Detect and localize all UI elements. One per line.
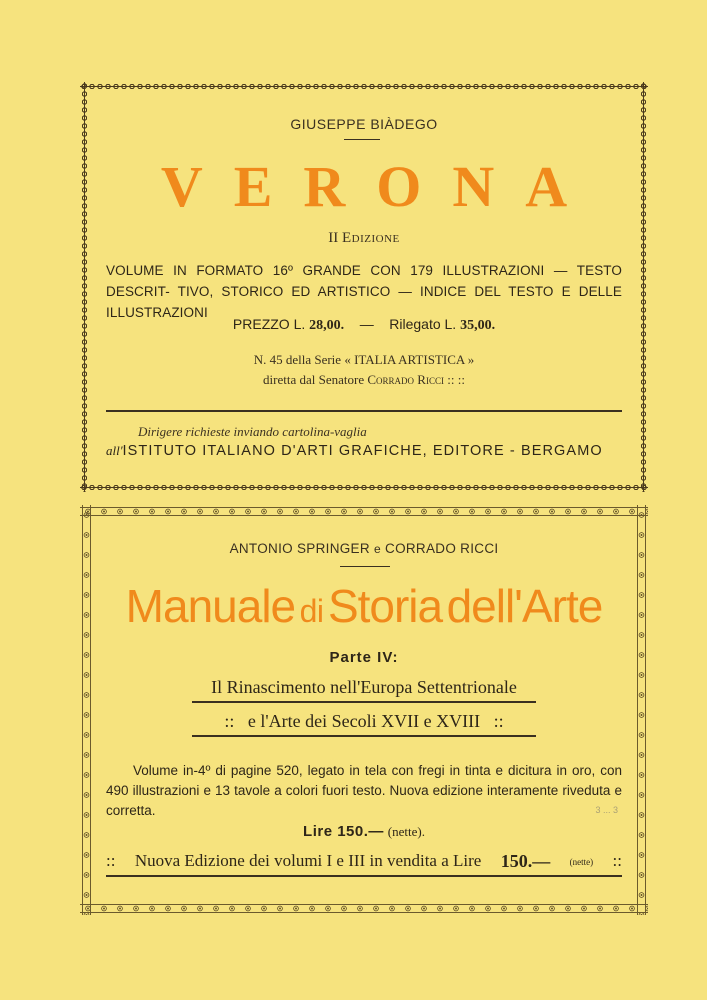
description-text: Volume in-4º di pagine 520, legato in tela con fregi in tinta e dicitura in oro, con 490 illustrazioni e 13 tavole a colori fuori testo. Nuova edizione interamente riveduta e corretta. [106, 763, 622, 818]
rail-border-right [637, 505, 646, 915]
rail-border-bottom [80, 904, 648, 913]
subtitle-underline-1 [192, 701, 536, 703]
price-note: (nette). [387, 824, 425, 839]
verona-advertisement [80, 82, 648, 492]
authors [80, 541, 648, 556]
new-edition-note: (nette) [569, 856, 594, 867]
publisher-name: ISTITUTO ITALIANO D'ARTI GRAFICHE, EDITORE - BERGAMO [122, 443, 603, 459]
subtitle-underline-2 [192, 735, 536, 737]
series-editor-prefix: diretta dal Senatore [263, 372, 368, 387]
book-title [80, 580, 648, 632]
series-info [80, 350, 648, 390]
subtitle-line-1: Il Rinascimento nell'Europa Settentrionale [211, 677, 517, 697]
price-line [80, 823, 648, 840]
edition-word: Edizione [341, 230, 400, 246]
title-word-storia: Storia [327, 580, 443, 632]
price-separator: — [359, 316, 374, 332]
part-label: Parte IV: [329, 649, 399, 666]
new-edition-tail: :: [612, 851, 622, 870]
title-word-di: di [299, 593, 324, 629]
subtitle-line-2: :: e l'Arte dei Secoli XVII e XVIII :: [224, 711, 504, 731]
title-word-dellarte: dell'Arte [446, 580, 603, 632]
divider-long [106, 410, 622, 412]
series-line: N. 45 della Serie « ITALIA ARTISTICA » [253, 352, 475, 367]
new-edition-lead: :: [106, 851, 116, 870]
edition-label [80, 230, 648, 247]
bound-price-label: Rilegato L. [389, 316, 461, 332]
book-description [106, 761, 622, 821]
series-editor-suffix: :: :: [443, 372, 465, 387]
price-label: PREZZO L. [232, 316, 310, 332]
title-word-manuale: Manuale [125, 580, 296, 632]
book-title: VERONA [160, 154, 599, 219]
manuale-advertisement [80, 505, 648, 915]
rail-border-top [80, 507, 648, 516]
new-edition-underline [106, 875, 622, 877]
ornamental-border-right [639, 82, 648, 492]
series-editor-line [80, 370, 648, 390]
price-value: Lire 150.— [303, 823, 384, 840]
series-editor-name: Corrado Ricci [367, 372, 444, 387]
divider [344, 139, 380, 140]
edition-number: II [328, 230, 342, 246]
author-name: GIUSEPPE BIÀDEGO [290, 116, 438, 132]
new-edition-price: 150.— [500, 851, 551, 871]
ornamental-border-top [80, 82, 648, 91]
ornamental-border-bottom [80, 483, 648, 492]
order-note: Dirigere richieste inviando cartolina-vaglia [138, 424, 367, 439]
new-edition-line [106, 851, 622, 872]
divider [340, 566, 390, 567]
new-edition-text: Nuova Edizione dei volumi I e III in vendita a Lire [134, 851, 482, 870]
book-description: VOLUME IN FORMATO 16º GRANDE CON 179 ILLUSTRAZIONI — TESTO DESCRIT- TIVO, STORICO ED ARTISTICO — INDICE DEL TESTO E DELLE ILLUSTRAZIONI [106, 263, 622, 320]
author-ricci: CORRADO RICCI [385, 541, 499, 556]
rail-border-left [82, 505, 91, 915]
price-line [80, 316, 648, 334]
ornamental-border-left [80, 82, 89, 492]
library-stamp: 3 ... 3 [595, 805, 618, 815]
author-springer: ANTONIO SPRINGER [229, 541, 370, 556]
publisher-line [106, 443, 622, 459]
publisher-prefix: all' [106, 443, 123, 458]
author-conjunction: e [373, 542, 381, 556]
bound-price-value: 35,00. [460, 318, 496, 333]
price-value: 28,00. [309, 318, 345, 333]
